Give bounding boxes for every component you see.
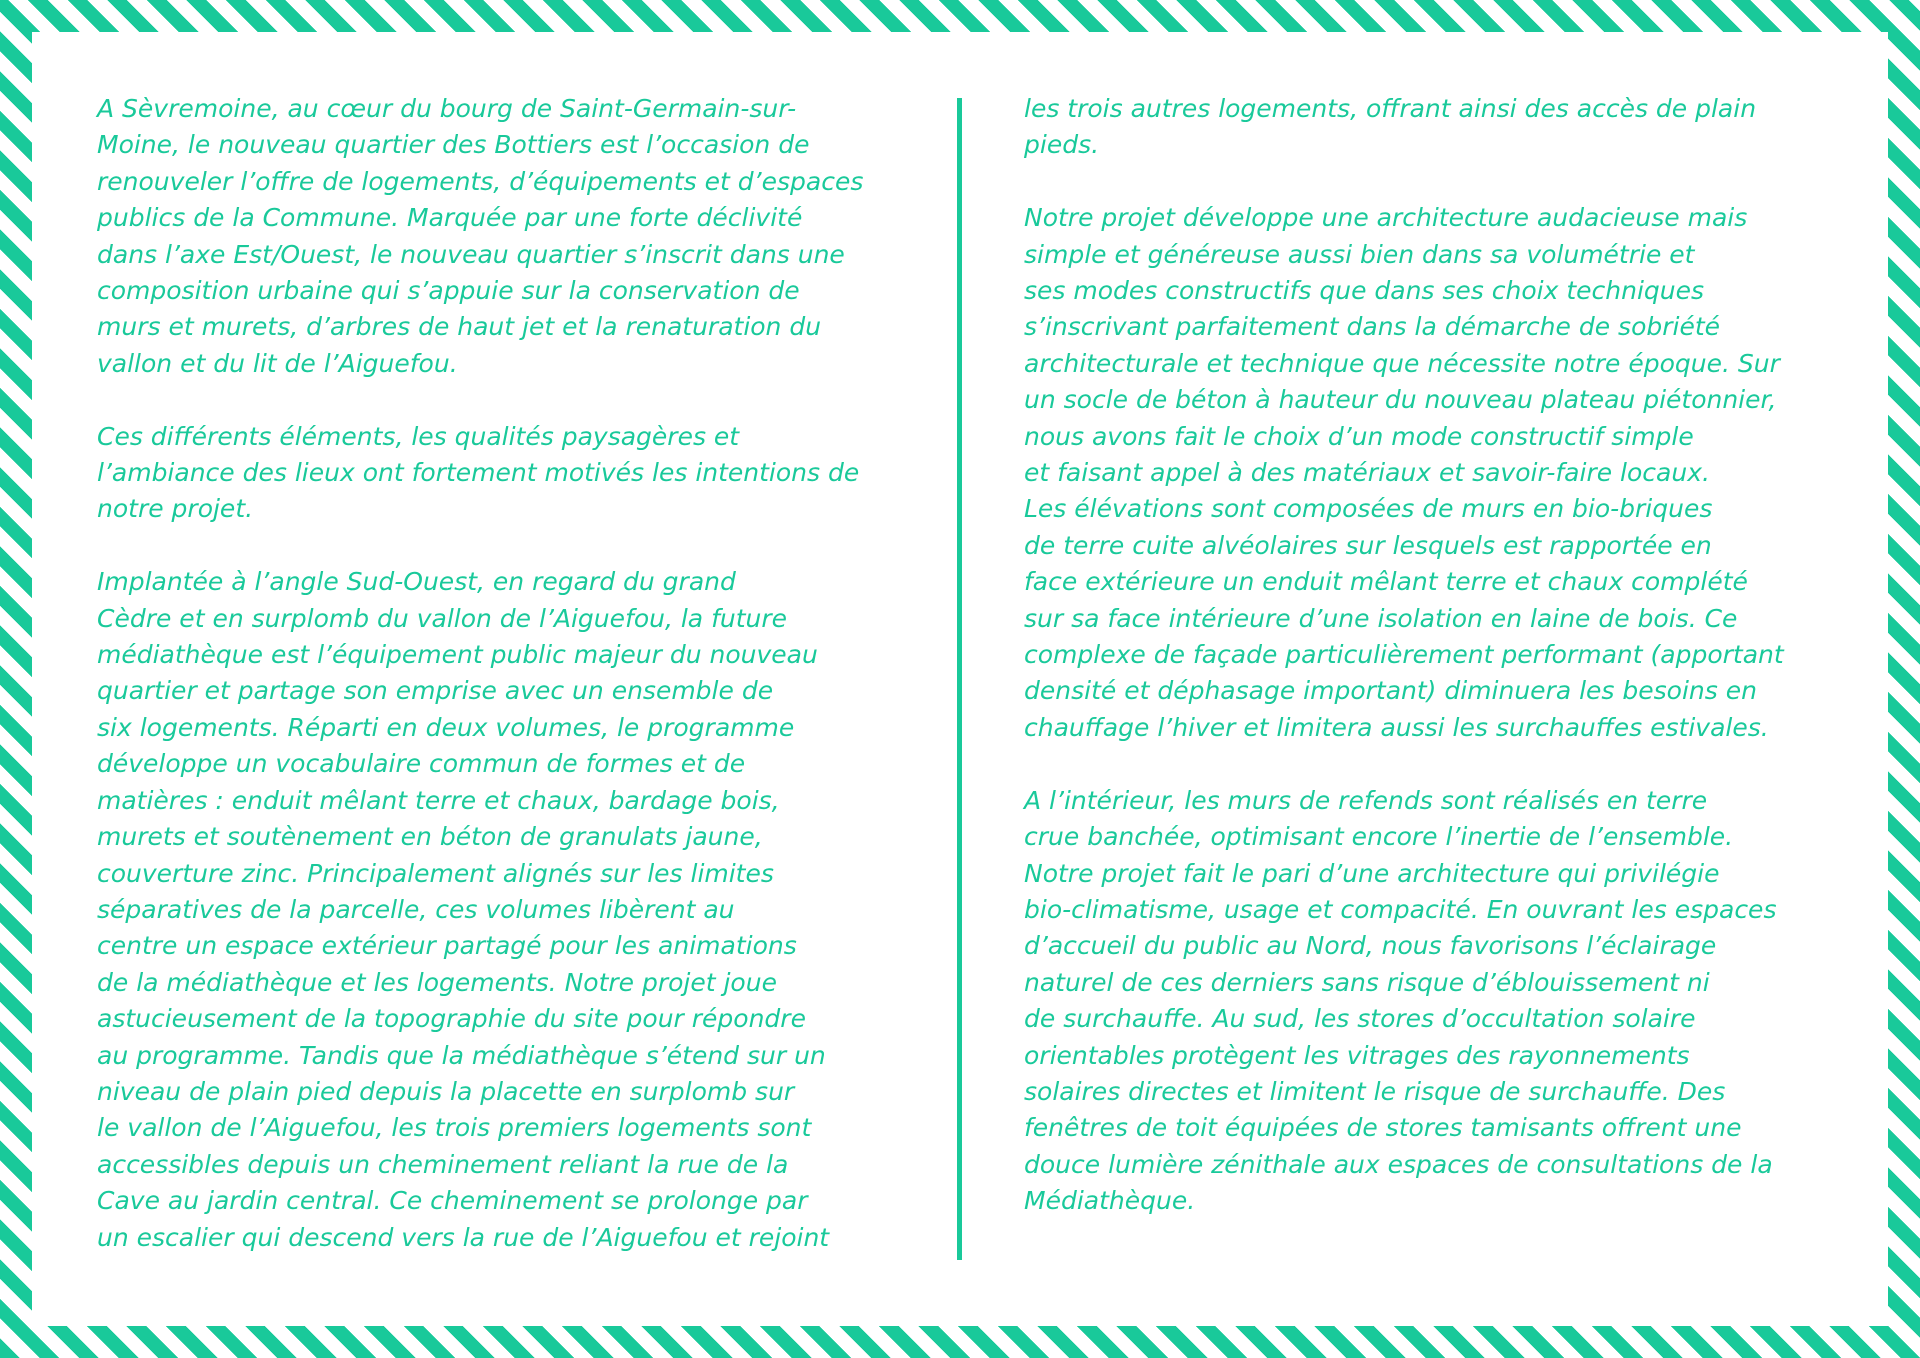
paragraph-interior: A l’intérieur, les murs de refends sont réalisés en terre crue banchée, optimisant encore l’inertie de l’ensemble. Notre projet fait le pari d’une architecture qui privilégie bio-climatisme, usage et compacité. En ouvrant les espaces d’accueil du public au Nord, nous favorisons l’éclairage naturel de ces derniers sans risque d’éblouissement ni de surchauffe. Au sud, les stores d’occultation solaire orientables protègent les vitrages des rayonnements solaires directes et limitent le risque de surchauffe. Des fenêtres de toit équipées de stores tamisants offrent une douce lumière zénithale aux espaces de consultations de la Médiathèque. [1024, 785, 1777, 1216]
right-text-column [1024, 91, 1864, 1256]
column-divider [957, 98, 962, 1260]
paragraph-landscape: Ces différents éléments, les qualités paysagères et l’ambiance des lieux ont fortement motivés les intentions de notre projet. [97, 421, 860, 524]
paragraph-implantation: Implantée à l’angle Sud-Ouest, en regard du grand Cèdre et en surplomb du vallon de l’Aiguefou, la future médiathèque est l’équipement public majeur du nouveau quartier et partage son emprise avec un ensemble de six logements. Réparti en deux volumes, le programme développe un vocabulaire commun de formes et de matières : enduit mêlant terre et chaux, bardage bois, murets et soutènement en béton de granulats jaune, couverture zinc. Principalement alignés sur les limites séparatives de la parcelle, ces volumes libèrent au centre un espace extérieur partagé pour les animations de la médiathèque et les logements. Notre projet joue astucieusement de la topographie du site pour répondre au programme. Tandis que la médiathèque s’étend sur un niveau de plain pied depuis la placette en surplomb sur le vallon de l’Aiguefou, les trois premiers logements sont accessibles depuis un cheminement reliant la rue de la Cave au jardin central. Ce cheminement se prolonge par un escalier qui descend vers la rue de l’Aiguefou et rejoint [97, 567, 830, 1252]
paragraph-intro: A Sèvremoine, au cœur du bourg de Saint-Germain-sur- Moine, le nouveau quartier des Bottiers est l’occasion de renouveler l’offre de logements, d’équipements et d’espaces publics de la Commune. Marquée par une forte déclivité dans l’axe Est/Ouest, le nouveau quartier s’inscrit dans une composition urbaine qui s’appuie sur la conservation de murs et murets, d’arbres de haut jet et la renaturation du vallon et du lit de l’Aiguefou. [97, 94, 864, 378]
paragraph-architecture: Notre projet développe une architecture audacieuse mais simple et généreuse aussi bien dans sa volumétrie et ses modes constructifs que dans ses choix techniques s’inscrivant parfaitement dans la démarche de sobriété architecturale et technique que nécessite notre époque. Sur un socle de béton à hauteur du nouveau plateau piétonnier, nous avons fait le choix d’un mode constructif simple et faisant appel à des matériaux et savoir-faire locaux. Les élévations sont composées de murs en bio-briques de terre cuite alvéolaires sur lesquels est rapportée en face extérieure un enduit mêlant terre et chaux complété sur sa face intérieure d’une isolation en laine de bois. Ce complexe de façade particulièrement performant (apportant densité et déphasage important) diminuera les besoins en chauffage l’hiver et limitera aussi les surchauffes estivales. [1024, 203, 1784, 742]
left-text-column [97, 91, 897, 1292]
paragraph-continuation: les trois autres logements, offrant ainsi des accès de plain pieds. [1024, 94, 1757, 160]
